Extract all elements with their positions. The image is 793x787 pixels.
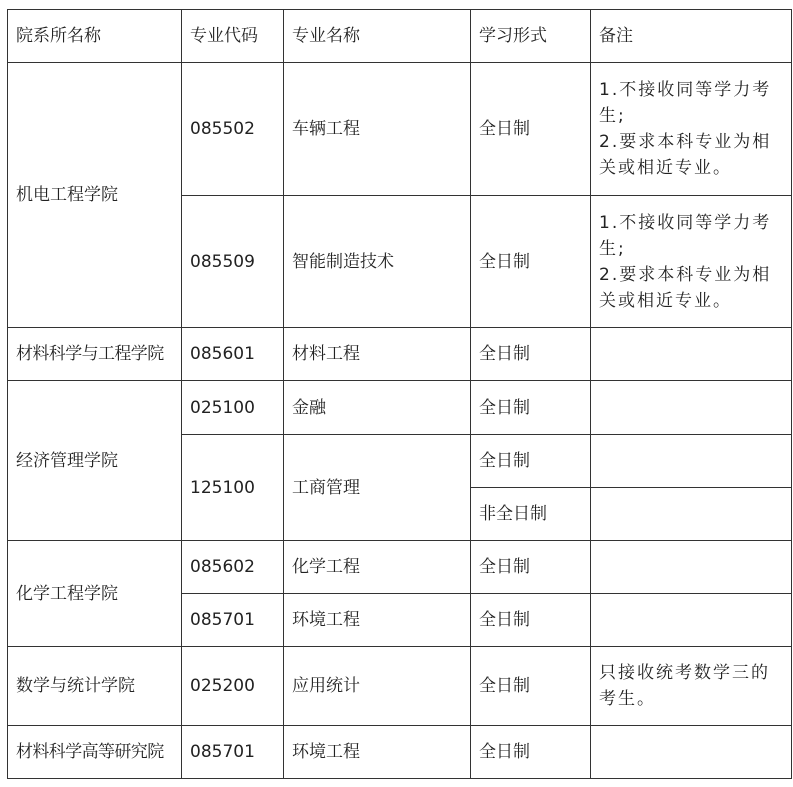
major-cell: 环境工程 bbox=[284, 594, 471, 647]
mode-cell: 全日制 bbox=[471, 541, 591, 594]
table-row bbox=[8, 381, 792, 435]
major-cell: 智能制造技术 bbox=[284, 196, 471, 328]
major-cell: 工商管理 bbox=[284, 435, 471, 541]
major-cell: 材料工程 bbox=[284, 328, 471, 381]
code-cell: 125100 bbox=[182, 435, 284, 541]
admissions-table bbox=[7, 9, 792, 779]
note-cell bbox=[591, 488, 792, 541]
note-cell bbox=[591, 381, 792, 435]
header-college: 院系所名称 bbox=[8, 10, 182, 63]
code-cell: 085701 bbox=[182, 594, 284, 647]
header-major: 专业名称 bbox=[284, 10, 471, 63]
table-row bbox=[8, 541, 792, 594]
code-cell: 085701 bbox=[182, 726, 284, 779]
header-code: 专业代码 bbox=[182, 10, 284, 63]
note-cell bbox=[591, 541, 792, 594]
header-row bbox=[8, 10, 792, 63]
note-line: 1.不接收同等学力考生; bbox=[599, 80, 772, 126]
college-cell: 材料科学与工程学院 bbox=[8, 328, 182, 381]
code-cell: 085601 bbox=[182, 328, 284, 381]
mode-cell: 全日制 bbox=[471, 594, 591, 647]
college-cell: 材料科学高等研究院 bbox=[8, 726, 182, 779]
college-cell: 机电工程学院 bbox=[8, 63, 182, 328]
mode-cell: 全日制 bbox=[471, 63, 591, 196]
code-cell: 085502 bbox=[182, 63, 284, 196]
table-row bbox=[8, 63, 792, 196]
table-row bbox=[8, 647, 792, 726]
note-line: 2.要求本科专业为相关或相近专业。 bbox=[599, 264, 772, 311]
header-note: 备注 bbox=[591, 10, 792, 63]
note-cell bbox=[591, 328, 792, 381]
note-cell bbox=[591, 435, 792, 488]
note-cell bbox=[591, 594, 792, 647]
college-cell: 经济管理学院 bbox=[8, 381, 182, 541]
note-line: 2.要求本科专业为相关或相近专业。 bbox=[599, 132, 772, 178]
code-cell: 085602 bbox=[182, 541, 284, 594]
note-cell bbox=[591, 196, 792, 328]
note-cell: 只接收统考数学三的考生。 bbox=[591, 647, 792, 726]
mode-cell: 全日制 bbox=[471, 435, 591, 488]
mode-cell: 全日制 bbox=[471, 726, 591, 779]
note-cell bbox=[591, 726, 792, 779]
mode-cell: 全日制 bbox=[471, 196, 591, 328]
note-cell bbox=[591, 63, 792, 196]
code-cell: 085509 bbox=[182, 196, 284, 328]
table-row bbox=[8, 328, 792, 381]
note-line: 1.不接收同等学力考生; bbox=[599, 212, 772, 259]
major-cell: 车辆工程 bbox=[284, 63, 471, 196]
code-cell: 025100 bbox=[182, 381, 284, 435]
college-cell: 化学工程学院 bbox=[8, 541, 182, 647]
code-cell: 025200 bbox=[182, 647, 284, 726]
mode-cell: 全日制 bbox=[471, 381, 591, 435]
mode-cell: 非全日制 bbox=[471, 488, 591, 541]
major-cell: 应用统计 bbox=[284, 647, 471, 726]
major-cell: 化学工程 bbox=[284, 541, 471, 594]
major-cell: 环境工程 bbox=[284, 726, 471, 779]
college-cell: 数学与统计学院 bbox=[8, 647, 182, 726]
mode-cell: 全日制 bbox=[471, 647, 591, 726]
major-cell: 金融 bbox=[284, 381, 471, 435]
table-row bbox=[8, 726, 792, 779]
header-mode: 学习形式 bbox=[471, 10, 591, 63]
mode-cell: 全日制 bbox=[471, 328, 591, 381]
